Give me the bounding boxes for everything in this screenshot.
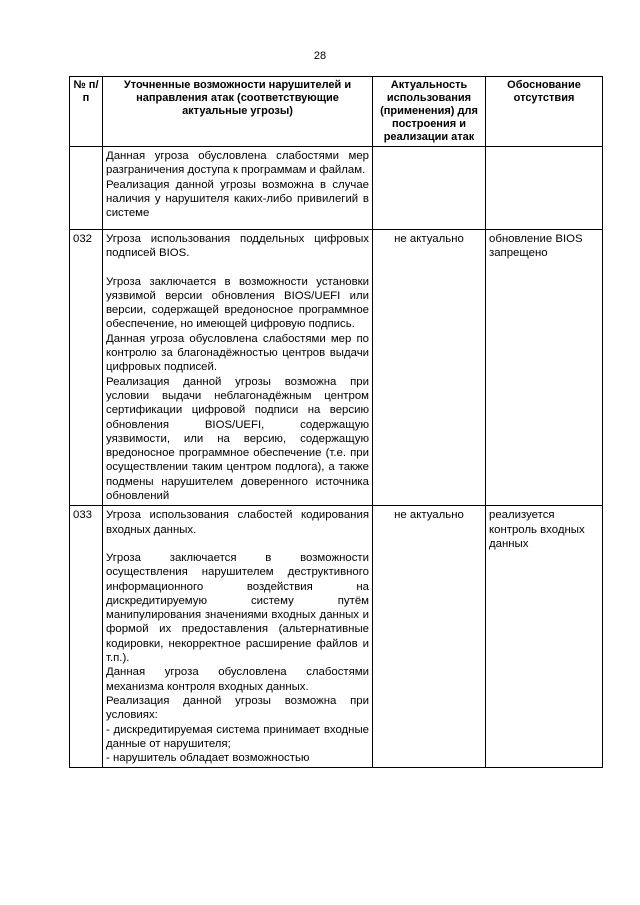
table-row: [70, 506, 603, 768]
threat-description: [103, 230, 373, 506]
threat-title: Угроза использования слабостей кодирования входных данных.: [106, 509, 369, 536]
paragraph: - дискредитируемая система принимает входные данные от нарушителя;: [106, 723, 369, 750]
threat-relevance: не актуально: [373, 506, 486, 768]
page-number: 28: [313, 50, 327, 62]
threat-number: 032: [70, 230, 103, 506]
table-row: [70, 230, 603, 506]
paragraph: - нарушитель обладает возможностью: [106, 752, 310, 765]
paragraph: Данная угроза обусловлена слабостями мер по контролю за благонадёжностью центров выдачи цифровых подписей.: [106, 332, 369, 374]
table-header-row: [70, 77, 603, 147]
paragraph: Реализация данной угрозы возможна в случае наличия у нарушителя каких-либо привилегий в системе: [106, 178, 369, 220]
threat-justification: обновление BIOS запрещено: [486, 230, 603, 506]
paragraph: Угроза заключается в возможности осуществления нарушителем деструктивного информационного воздействия на дискредитируемую систему путём манипулирования значениями входных данных и формой их предоставления (альтернативные кодировки, некорректное расширение файлов и т.п.).: [106, 551, 369, 665]
continuation-description: [103, 147, 373, 230]
threat-title: Угроза использования поддельных цифровых подписей BIOS.: [106, 233, 369, 260]
table-row-continuation: [70, 147, 603, 230]
threat-description: [103, 506, 373, 768]
threat-number: 033: [70, 506, 103, 768]
header-justification: Обоснование отсутствия: [486, 77, 603, 147]
threats-table: [69, 76, 603, 768]
paragraph: Данная угроза обусловлена слабостями механизма контроля входных данных.: [106, 666, 369, 693]
header-relevance: Актуальность использования (применения) для построения и реализации атак: [373, 77, 486, 147]
header-capabilities: Уточненные возможности нарушителей и направления атак (соответствующие актуальные угрозы): [103, 77, 373, 147]
header-num: № п/п: [70, 77, 103, 147]
threat-relevance: не актуально: [373, 230, 486, 506]
paragraph: Угроза заключается в возможности установки уязвимой версии обновления BIOS/UEFI или версии, содержащей вредоносное программное обеспечение, но имеющей цифровую подпись.: [106, 275, 369, 331]
continuation-relevance: [373, 147, 486, 230]
continuation-justification: [486, 147, 603, 230]
continuation-num: [70, 147, 103, 230]
paragraph: Данная угроза обусловлена слабостями мер разграничения доступа к программам и файлам.: [106, 150, 369, 177]
paragraph: Реализация данной угрозы возможна при условиях:: [106, 694, 369, 722]
threat-justification: реализуется контроль входных данных: [486, 506, 603, 768]
paragraph: Реализация данной угрозы возможна при условии выдачи неблагонадёжным центром сертификации цифровой подписи на версию обновления BIOS/UEFI, содержащую уязвимости, или на версию, содержащую вредоносное программное обеспечение (т.е. при осуществлении таким центром подлога), а также подмены нарушителем доверенного источника обновлений: [106, 375, 369, 503]
